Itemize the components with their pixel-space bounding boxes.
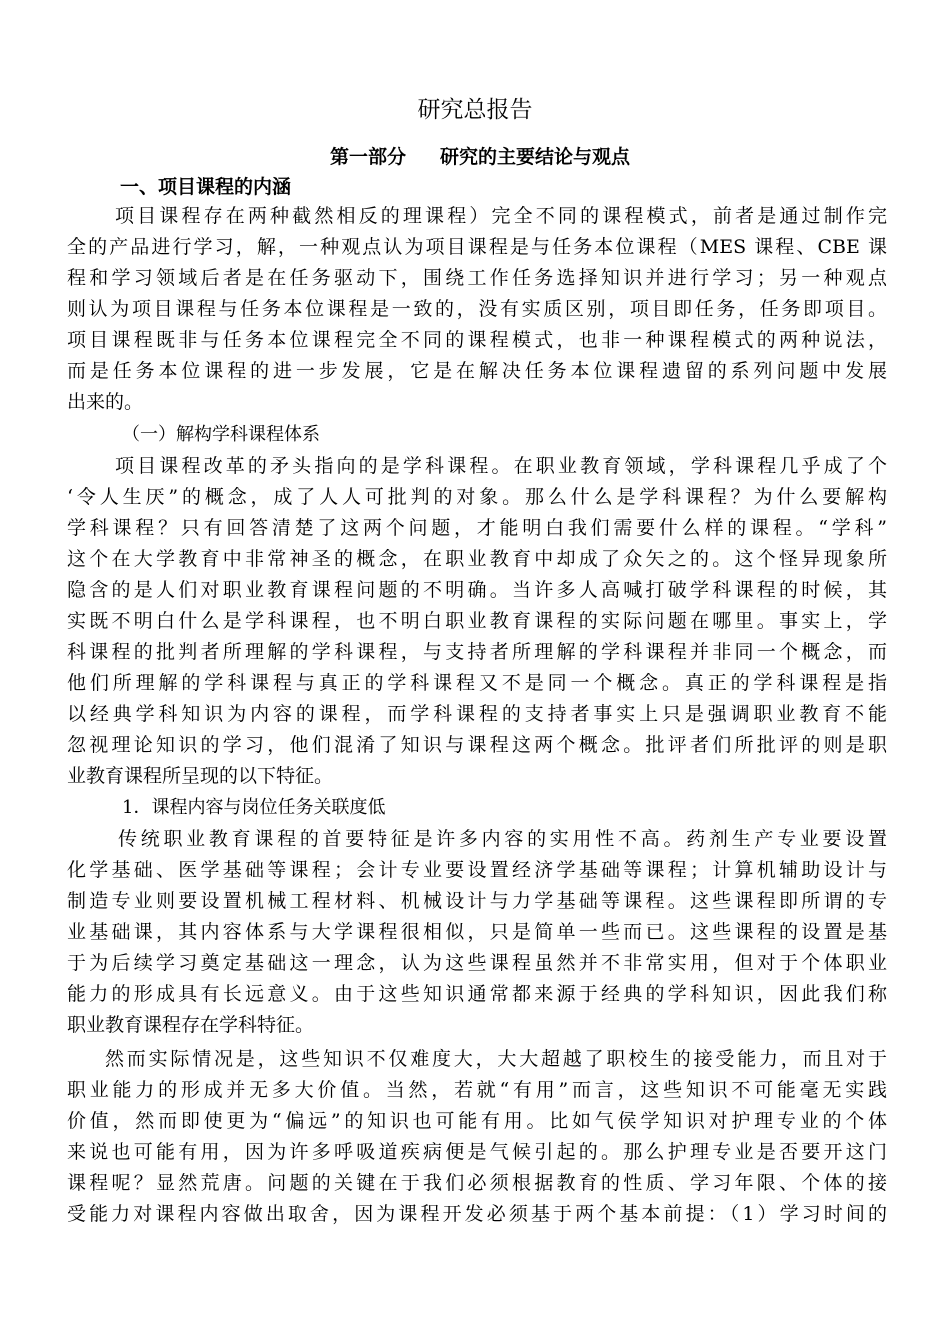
text-line: 能力的形成具有长远意义。由于这些知识通常都来源于经典的学科知识，因此我们称: [67, 983, 887, 1005]
text-line: 全的产品进行学习，解，一种观点认为项目课程是与任务本位课程（MES 课程、CBE 课: [67, 236, 887, 258]
text-line: 项目课程既非与任务本位课程完全不同的课程模式，也非一种课程模式的两种说法，: [67, 329, 887, 351]
text-line: 制造专业则要设置机械工程材料、机械设计与力学基础等课程。这些课程即所谓的专: [67, 890, 887, 912]
text-line: 然而实际情况是，这些知识不仅难度大，大大超越了职校生的接受能力，而且对于: [105, 1048, 887, 1070]
text-line: 来说也可能有用，因为许多呼吸道疾病便是气候引起的。那么护理专业是否要开这门: [67, 1141, 887, 1163]
part-title: [0, 142, 950, 172]
text-line: 以经典学科知识为内容的课程，而学科课程的支持者事实上只是强调职业教育不能: [67, 703, 887, 725]
text-line: 课程呢？显然荒唐。问题的关键在于我们必须根据教育的性质、学习年限、个体的接: [67, 1172, 887, 1194]
text-line: 出来的。: [67, 391, 144, 413]
text-line: 传统职业教育课程的首要特征是许多内容的实用性不高。药剂生产专业要设置: [118, 828, 887, 850]
text-line: 忽视理论知识的学习，他们混淆了知识与课程这两个概念。批评者们所批评的则是职: [67, 734, 887, 756]
part-label: 第一部分: [329, 146, 406, 168]
text-line: 职业能力的形成并无多大价值。当然，若就“有用”而言，这些知识不可能毫无实践: [67, 1079, 887, 1101]
text-line: 价值，然而即使更为“偏远”的知识也可能有用。比如气侯学知识对护理专业的个体: [67, 1110, 887, 1132]
text-line: 则认为项目课程与任务本位课程是一致的，没有实质区别，项目即任务，任务即项目。: [67, 298, 887, 320]
subsection-heading: （一）解构学科课程体系: [122, 424, 320, 445]
report-title: 研究总报告: [417, 97, 533, 123]
text-line: 化学基础、医学基础等课程；会计专业要设置经济学基础等课程；计算机辅助设计与: [67, 859, 887, 881]
text-line: ‘令人生厌”的概念，成了人人可批判的对象。那么什么是学科课程？为什么要解构: [67, 486, 887, 508]
list-item-heading: 1．课程内容与岗位任务关联度低: [122, 797, 386, 818]
text-line: 这个在大学教育中非常神圣的概念，在职业教育中却成了众矢之的。这个怪异现象所: [67, 548, 887, 570]
text-line: 职业教育课程存在学科特征。: [67, 1014, 315, 1036]
text-line: 项目课程改革的矛头指向的是学科课程。在职业教育领域，学科课程几乎成了个: [115, 455, 887, 477]
section-heading: 一、项目课程的内涵: [120, 176, 292, 198]
text-line: 业基础课，其内容体系与大学课程很相似，只是简单一些而已。这些课程的设置是基: [67, 921, 887, 943]
text-line: 而是任务本位课程的进一步发展，它是在解决任务本位课程遗留的系列问题中发展: [67, 360, 887, 382]
text-line: 隐含的是人们对职业教育课程问题的不明确。当许多人高喊打破学科课程的时候，其: [67, 579, 887, 601]
text-line: 科课程的批判者所理解的学科课程，与支持者所理解的学科课程并非同一个概念，而: [67, 641, 887, 663]
text-line: 他们所理解的学科课程与真正的学科课程又不是同一个概念。真正的学科课程是指: [67, 672, 887, 694]
part-subject: 研究的主要结论与观点: [440, 146, 631, 168]
text-line: 实既不明白什么是学科课程，也不明白职业教育课程的实际问题在哪里。事实上，学: [67, 610, 887, 632]
text-line: 项目课程存在两种截然相反的理课程）完全不同的课程模式，前者是通过制作完: [115, 205, 887, 227]
text-line: 学科课程？只有回答清楚了这两个问题，才能明白我们需要什么样的课程。“学科”: [67, 517, 887, 539]
text-line: 业教育课程所呈现的以下特征。: [67, 765, 334, 787]
text-line: 程和学习领域后者是在任务驱动下，围绕工作任务选择知识并进行学习；另一种观点: [67, 267, 887, 289]
text-line: 于为后续学习奠定基础这一理念，认为这些课程虽然并不非常实用，但对于个体职业: [67, 952, 887, 974]
text-line: 受能力对课程内容做出取舍，因为课程开发必须基于两个基本前提：（1）学习时间的: [67, 1203, 887, 1225]
